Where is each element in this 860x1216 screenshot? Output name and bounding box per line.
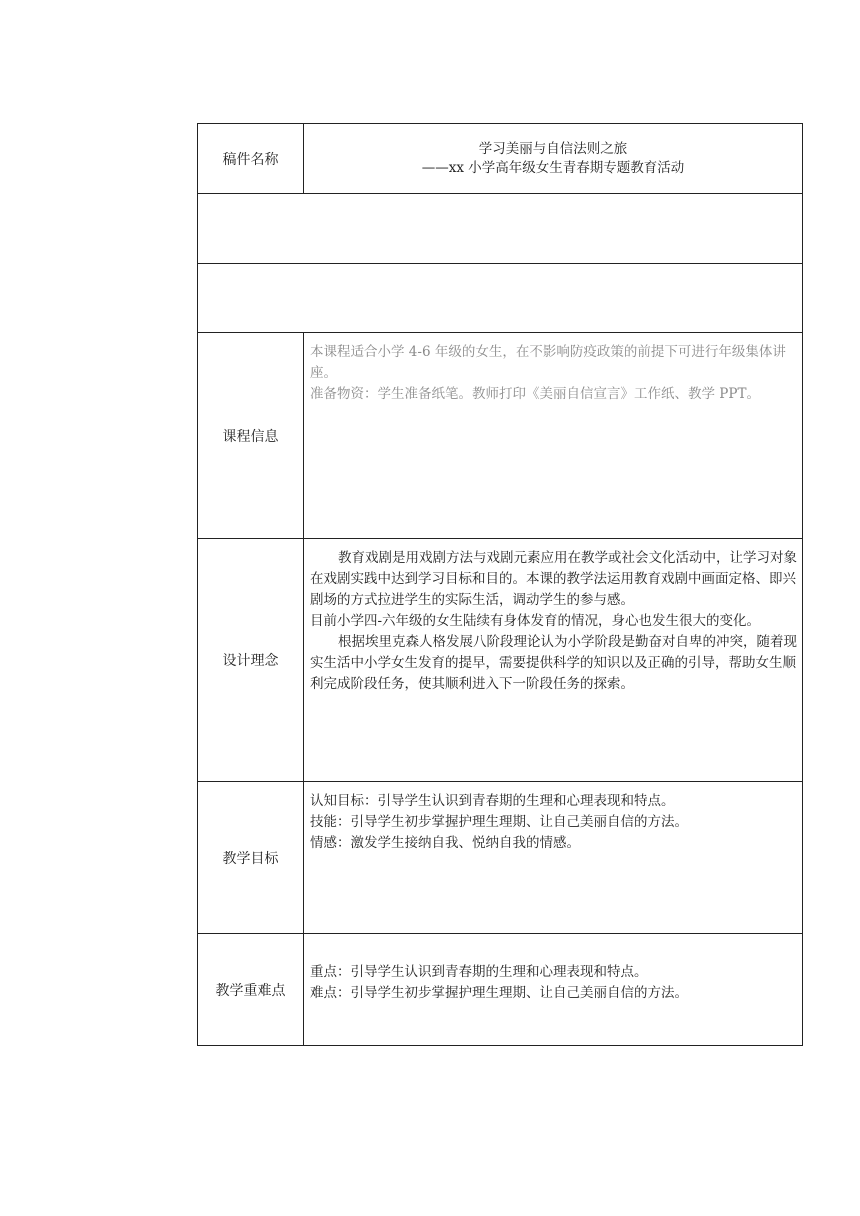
manuscript-name-label: 稿件名称 [198,124,304,194]
blank-cell-2 [198,264,803,333]
key-point-focus: 重点：引导学生认识到青春期的生理和心理表现和特点。 [310,963,648,980]
design-concept-row [198,539,803,782]
course-info-label: 课程信息 [198,333,304,539]
course-info-content [304,333,803,539]
goal-emotion: 情感：激发学生接纳自我、悦纳自我的情感。 [310,835,580,851]
blank-row-2 [198,264,803,333]
course-info-line-1: 本课程适合小学 4-6 年级的女生，在不影响防疫政策的前提下可进行年级集体讲座。 [310,344,786,381]
key-point-difficulty: 难点：引导学生初步掌握护理生理期、让自己美丽自信的方法。 [310,984,688,1001]
key-points-row [198,934,803,1046]
blank-cell-1 [198,194,803,264]
manuscript-title-main: 学习美丽与自信法则之旅 [478,140,628,157]
teaching-goals-content [304,782,803,934]
manuscript-title-subtitle: ——xx 小学高年级女生青春期专题教育活动 [421,159,685,176]
design-concept-paragraph-2: 目前小学四-六年级的女生陆续有身体发育的情况，身心也发生很大的变化。 [310,613,761,629]
design-concept-paragraph-3: 根据埃里克森人格发展八阶段理论认为小学阶段是勤奋对自卑的冲突，随着现实生活中小学女生发育的提早，需要提供科学的知识以及正确的引导，帮助女生顺利完成阶段任务，使其顺利进入下一阶段任务的探索。 [310,634,797,692]
course-info-line-2: 准备物资：学生准备纸笔。教师打印《美丽自信宣言》工作纸、教学 PPT。 [310,386,760,402]
lesson-plan-table [197,123,803,1046]
course-info-row [198,333,803,539]
blank-row-1 [198,194,803,264]
manuscript-title-cell [304,124,803,194]
goal-skill: 技能：引导学生初步掌握护理生理期、让自己美丽自信的方法。 [310,814,688,830]
design-concept-content [304,539,803,782]
design-concept-label: 设计理念 [198,539,304,782]
design-concept-paragraph-1: 教育戏剧是用戏剧方法与戏剧元素应用在教学或社会文化活动中，让学习对象在戏剧实践中达到学习目标和目的。本课的教学法运用教育戏剧中画面定格、即兴剧场的方式拉进学生的实际生活，调动学生的参与感。 [310,550,797,608]
teaching-goals-row [198,782,803,934]
teaching-goals-label: 教学目标 [198,782,304,934]
key-points-content [304,934,803,1046]
title-row [198,124,803,194]
goal-cognitive: 认知目标：引导学生认识到青春期的生理和心理表现和特点。 [310,793,675,809]
key-points-label: 教学重难点 [198,934,304,1046]
